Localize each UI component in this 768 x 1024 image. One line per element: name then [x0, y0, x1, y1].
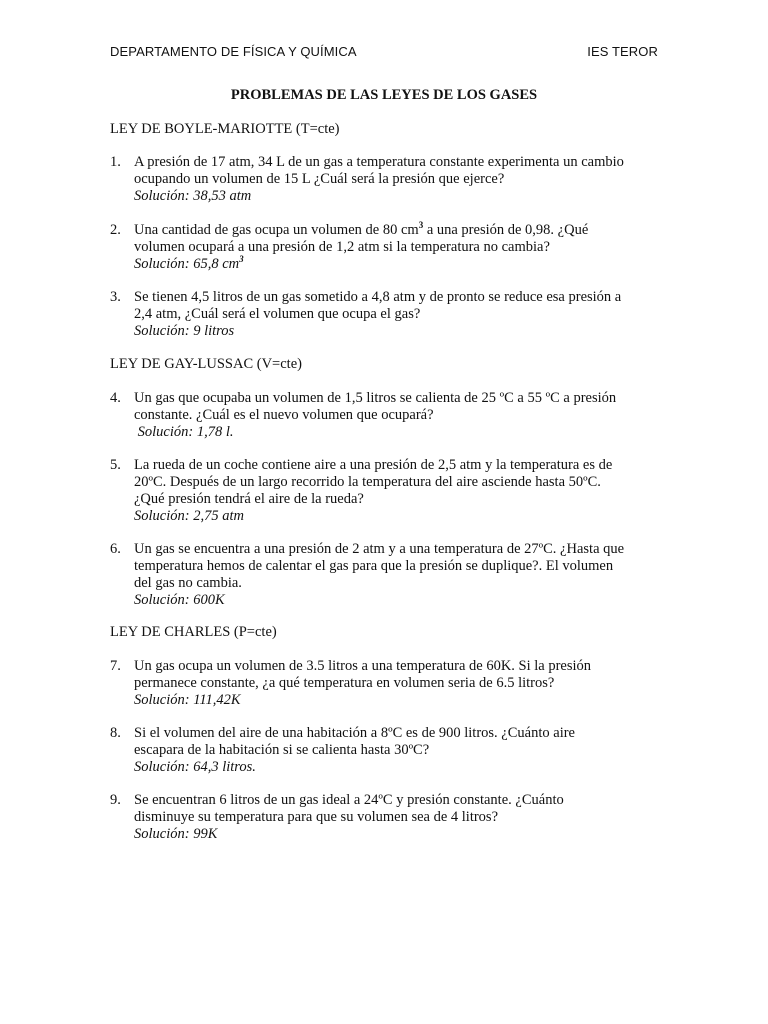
problem-number: 3. — [110, 289, 121, 305]
problem-text-line: volumen ocupará a una presión de 1,2 atm si la temperatura no cambia? — [134, 239, 550, 255]
problem-number: 6. — [110, 541, 121, 557]
problem-solution: Solución: 600K — [134, 592, 225, 608]
problem-number: 9. — [110, 792, 121, 808]
problem-number: 2. — [110, 222, 121, 238]
section-heading-gay-lussac: LEY DE GAY-LUSSAC (V=cte) — [110, 356, 302, 372]
problem-text-line: Se encuentran 6 litros de un gas ideal a 24ºC y presión constante. ¿Cuánto — [134, 792, 564, 808]
problem-text-line: A presión de 17 atm, 34 L de un gas a temperatura constante experimenta un cambio — [134, 154, 624, 170]
problem-number: 1. — [110, 154, 121, 170]
superscript-exponent: 3 — [239, 254, 244, 264]
department-name: DEPARTAMENTO DE FÍSICA Y QUÍMICA — [110, 44, 357, 59]
problem-4 — [110, 390, 666, 441]
problem-solution: Solución: 99K — [134, 826, 218, 842]
problem-text-line: 2,4 atm, ¿Cuál será el volumen que ocupa el gas? — [134, 306, 421, 322]
page-title: PROBLEMAS DE LAS LEYES DE LOS GASES — [230, 87, 538, 103]
problem-text-line: permanece constante, ¿a qué temperatura en volumen seria de 6.5 litros? — [134, 675, 555, 691]
problem-8 — [110, 725, 666, 776]
problem-solution: Solución: 38,53 atm — [134, 188, 252, 204]
problem-number: 7. — [110, 658, 121, 674]
problem-text-line: escapara de la habitación si se calienta hasta 30ºC? — [134, 742, 430, 758]
problem-text-line: Un gas que ocupaba un volumen de 1,5 litros se calienta de 25 ºC a 55 ºC a presión — [134, 390, 617, 406]
problem-solution: Solución: 65,8 $cm^3$ — [134, 254, 244, 272]
problem-text-line: 20ºC. Después de un largo recorrido la temperatura del aire asciende hasta 50ºC. — [134, 474, 601, 490]
problem-9 — [110, 792, 666, 843]
problem-text-line: Un gas ocupa un volumen de 3.5 litros a una temperatura de 60K. Si la presión — [134, 658, 592, 674]
problem-1 — [110, 154, 666, 205]
problem-text-line: del gas no cambia. — [134, 575, 242, 591]
problem-7 — [110, 658, 666, 709]
problem-text-line: temperatura hemos de calentar el gas para que la presión se duplique?. El volumen — [134, 558, 614, 574]
problem-text-line: Una cantidad de gas ocupa un volumen de 80 $cm^3$ a una presión de 0,98. ¿Qué — [134, 220, 589, 238]
problem-text-line: Se tienen 4,5 litros de un gas sometido a 4,8 atm y de pronto se reduce esa presión a — [134, 289, 622, 305]
page-header — [110, 44, 658, 59]
problem-text-line: ¿Qué presión tendrá el aire de la rueda? — [134, 491, 364, 507]
problem-text-line: Un gas se encuentra a una presión de 2 atm y a una temperatura de 27ºC. ¿Hasta que — [134, 541, 625, 557]
problem-6 — [110, 541, 666, 609]
problem-number: 4. — [110, 390, 121, 406]
problem-text-line: constante. ¿Cuál es el nuevo volumen que ocupará? — [134, 407, 434, 423]
problem-5 — [110, 457, 666, 525]
problem-number: 8. — [110, 725, 121, 741]
section-heading-charles: LEY DE CHARLES (P=cte) — [110, 624, 277, 640]
school-name: IES TEROR — [587, 44, 658, 59]
problem-number: 5. — [110, 457, 121, 473]
problem-solution: Solución: 1,78 l. — [134, 424, 234, 440]
problem-text-line: Si el volumen del aire de una habitación a 8ºC es de 900 litros. ¿Cuánto aire — [134, 725, 575, 741]
problem-text-line: disminuye su temperatura para que su volumen sea de 4 litros? — [134, 809, 499, 825]
problem-text-line: ocupando un volumen de 15 L ¿Cuál será la presión que ejerce? — [134, 171, 505, 187]
section-heading-boyle-mariotte: LEY DE BOYLE-MARIOTTE (T=cte) — [110, 121, 340, 137]
problem-text-line: La rueda de un coche contiene aire a una presión de 2,5 atm y la temperatura es de — [134, 457, 613, 473]
problem-2 — [110, 222, 666, 273]
problem-3 — [110, 289, 666, 340]
problem-solution: Solución: 64,3 litros. — [134, 759, 256, 775]
superscript-exponent: 3 — [418, 220, 424, 230]
problem-solution: Solución: 9 litros — [134, 323, 235, 339]
problem-solution: Solución: 2,75 atm — [134, 508, 244, 524]
problem-solution: Solución: 111,42K — [134, 692, 241, 708]
